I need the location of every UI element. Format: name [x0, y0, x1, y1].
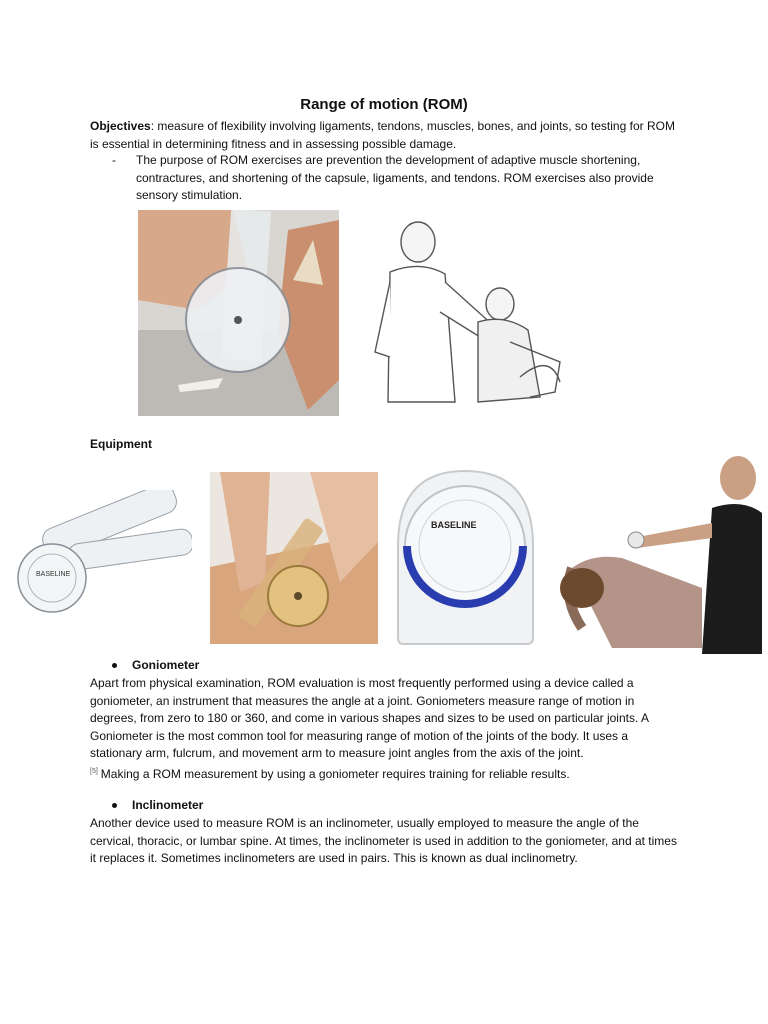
inclinometer-heading-text: Inclinometer: [132, 798, 204, 812]
objectives-label: Objectives: [90, 119, 151, 133]
goniometer-brand-label: BASELINE: [36, 571, 71, 578]
page-title: Range of motion (ROM): [300, 96, 468, 113]
inclinometer-paragraph: Another device used to measure ROM is an inclinometer, usually employed to measure the angle of the cervical, thoracic, or lumbar spine. At times, the inclinometer is used in addition to the goniometer, and at times it replaces it. Sometimes inclinometers are used in pairs. This is known as dual inclinometry.: [90, 816, 677, 865]
spine-measurement-photo: [552, 448, 762, 654]
elbow-goniometer-photo: [210, 472, 378, 644]
goniometer-paragraph: [90, 675, 680, 783]
objectives-paragraph: [90, 118, 680, 153]
goniometer-text-2: Making a ROM measurement by using a goniometer requires training for reliable results.: [100, 766, 570, 781]
goniometer-hands-photo: [138, 210, 339, 416]
goniometer-heading-text: Goniometer: [132, 658, 200, 672]
goniometer-heading: [112, 658, 199, 672]
bullet-dot: [112, 803, 117, 808]
inclinometer-photo: [393, 466, 538, 646]
goniometer-text: Apart from physical examination, ROM evaluation is most frequently performed using a device called a goniometer, an instrument that measures the angle at a joint. Goniometers measure range of motion in degrees, from zero to 180 or 360, and come in various shapes and sizes to be used on particular joints. A Goniometer is the most common tool for measuring range of motion of the joints of the body. It uses a stationary arm, fulcrum, and movement arm to measure joint angles from the axis of the joint.: [90, 676, 649, 760]
goniometer-photo: [14, 490, 192, 622]
bullet-dot: [112, 663, 117, 668]
purpose-list-item: [112, 152, 677, 205]
clinician-patient-illustration: [360, 212, 562, 416]
footnote-reference[interactable]: [5]: [90, 767, 98, 775]
inclinometer-heading: [112, 798, 203, 812]
equipment-heading: Equipment: [90, 437, 152, 451]
inclinometer-brand-label: BASELINE: [431, 520, 477, 530]
dash-marker: -: [112, 153, 116, 167]
objectives-text: : measure of flexibility involving ligaments, tendons, muscles, bones, and joints, so testing for ROM is essential in determining fitness and in assessing possible damage.: [90, 119, 675, 151]
purpose-text: The purpose of ROM exercises are prevention the development of adaptive muscle shortening, contractures, and shortening of the capsule, ligaments, and tendons. ROM exercises also provide sensory stimulation.: [136, 153, 654, 202]
